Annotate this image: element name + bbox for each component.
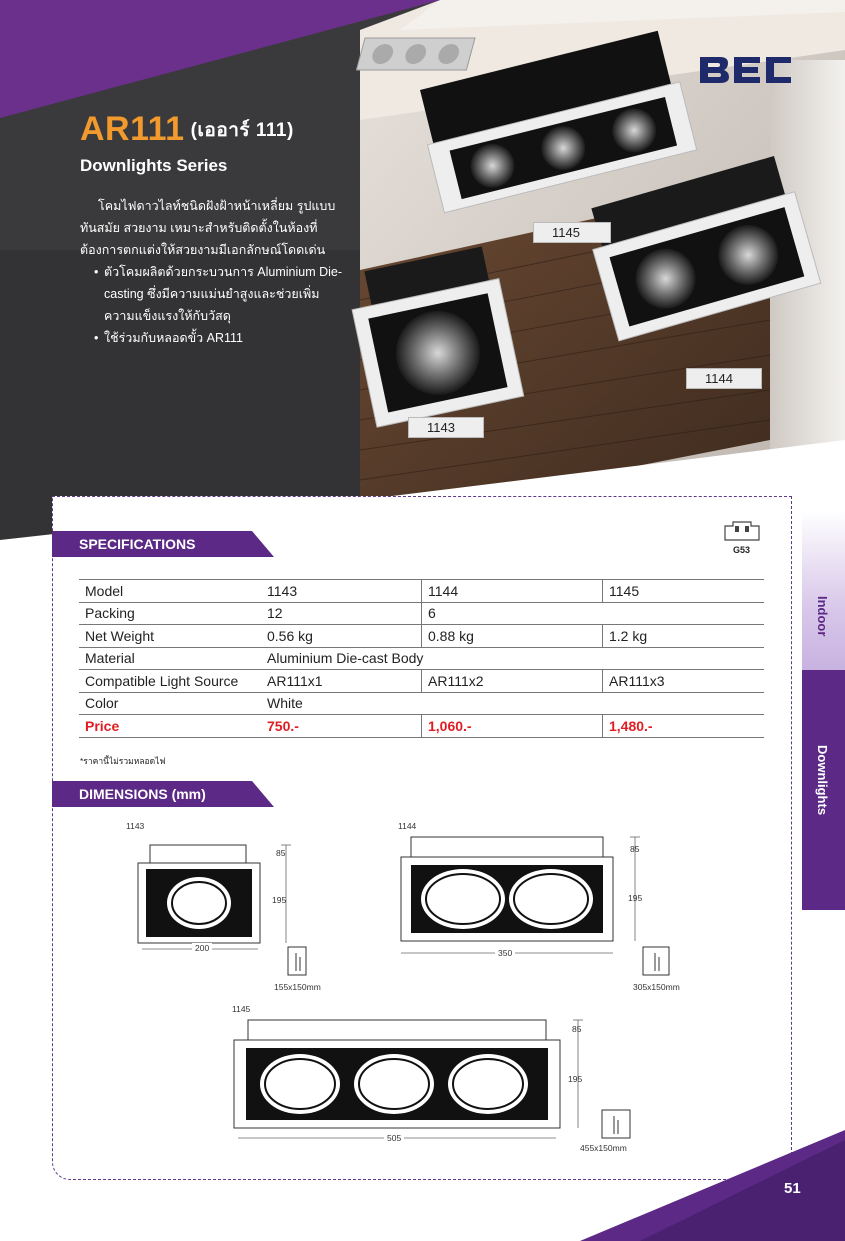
dimensions-heading: DIMENSIONS (mm) bbox=[79, 786, 206, 802]
row-label: Price bbox=[79, 715, 261, 738]
product-title-code: AR111 bbox=[80, 110, 185, 148]
dim-1144-cutout: 305x150mm bbox=[633, 982, 680, 992]
description-text: โคมไฟดาวไลท์ชนิดฝังฝ้าหน้าเหลี่ยม รูปแบบทันสมัย สวยงาม เหมาะสำหรับติดตั้งในห้องที่ต้องการตกแต่งให้สวยงามมีเอกลักษณ์โดดเด่น bbox=[80, 199, 336, 257]
cell-1143: 1143 bbox=[261, 580, 422, 603]
cell-1143: AR111x1 bbox=[261, 670, 422, 693]
cell-all: White bbox=[261, 692, 764, 715]
product-subtitle: Downlights Series bbox=[80, 156, 228, 175]
cell-1145: 1.2 kg bbox=[603, 625, 765, 648]
dim-1143-cutout: 155x150mm bbox=[274, 982, 321, 992]
dim-1145-height: 195 bbox=[568, 1074, 583, 1084]
dim-1143-width: 200 bbox=[192, 943, 212, 953]
cell-1144: 1144 bbox=[422, 580, 603, 603]
cell-1144: 0.88 kg bbox=[422, 625, 603, 648]
table-row-net-weight bbox=[79, 625, 764, 648]
table-row-light-source bbox=[79, 670, 764, 693]
row-label: Model bbox=[79, 580, 261, 603]
g53-socket-icon bbox=[723, 520, 761, 544]
table-row-price bbox=[79, 715, 764, 738]
product-title bbox=[80, 110, 294, 149]
table-row-material bbox=[79, 647, 764, 670]
dim-1144-width: 350 bbox=[495, 948, 515, 958]
page-number: 51 bbox=[784, 1180, 801, 1197]
side-tab-downlights[interactable] bbox=[802, 670, 845, 910]
cell-1144: AR111x2 bbox=[422, 670, 603, 693]
dim-1144-depth: 85 bbox=[630, 844, 640, 854]
row-label: Color bbox=[79, 692, 261, 715]
specifications-heading: SPECIFICATIONS bbox=[79, 536, 196, 552]
table-row-color bbox=[79, 692, 764, 715]
feature-item: • ตัวโคมผลิตด้วยกระบวนการ Aluminium Die-casting ซึ่งมีความแม่นยำสูงและช่วยเพิ่มความแข็งแรงให้กับวัสดุ bbox=[104, 261, 345, 327]
dim-model-1145: 1145 bbox=[232, 1004, 251, 1014]
dim-1145-depth: 85 bbox=[572, 1024, 582, 1034]
row-label: Packing bbox=[79, 602, 261, 625]
dim-1143-depth: 85 bbox=[276, 848, 286, 858]
photo-label-1144: 1144 bbox=[686, 368, 762, 389]
side-tab-indoor-label: Indoor bbox=[815, 596, 830, 637]
dim-1145-cutout: 455x150mm bbox=[580, 1143, 627, 1153]
row-label: Material bbox=[79, 647, 261, 670]
cell-1143: 0.56 kg bbox=[261, 625, 422, 648]
row-label: Net Weight bbox=[79, 625, 261, 648]
dim-1145-width: 505 bbox=[384, 1133, 404, 1143]
hero-banner bbox=[0, 0, 845, 560]
drawing-1144 bbox=[395, 835, 680, 995]
cell-1144-1145: 6 bbox=[422, 602, 765, 625]
g53-socket-label: G53 bbox=[733, 545, 751, 555]
cell-1143: 12 bbox=[261, 602, 422, 625]
photo-label-1145: 1145 bbox=[533, 222, 611, 243]
price-1145: 1,480.- bbox=[603, 715, 765, 738]
cell-1145: 1145 bbox=[603, 580, 765, 603]
cell-1145: AR111x3 bbox=[603, 670, 765, 693]
side-tab-downlights-label: Downlights bbox=[815, 745, 830, 816]
bec-logo bbox=[698, 55, 793, 85]
feature-item: • ใช้ร่วมกับหลอดขั้ว AR111 bbox=[104, 327, 345, 349]
price-1143: 750.- bbox=[261, 715, 422, 738]
dim-model-1143: 1143 bbox=[126, 821, 145, 831]
feature-list bbox=[80, 261, 345, 349]
drawing-1143 bbox=[130, 835, 310, 995]
photo-label-1143: 1143 bbox=[408, 417, 484, 438]
side-tab-indoor[interactable] bbox=[802, 510, 845, 670]
dim-1144-height: 195 bbox=[628, 893, 643, 903]
specifications-table bbox=[79, 579, 764, 738]
product-description bbox=[80, 195, 345, 349]
dim-model-1144: 1144 bbox=[398, 821, 417, 831]
footer-wedge bbox=[580, 1130, 845, 1241]
cell-all: Aluminium Die-cast Body bbox=[261, 647, 764, 670]
row-label: Compatible Light Source bbox=[79, 670, 261, 693]
price-note: *ราคานี้ไม่รวมหลอดไฟ bbox=[80, 756, 166, 766]
table-row-packing bbox=[79, 602, 764, 625]
price-1144: 1,060.- bbox=[422, 715, 603, 738]
dim-1143-height: 195 bbox=[272, 895, 287, 905]
product-title-thai: (เออาร์ 111) bbox=[190, 120, 294, 141]
table-row-model bbox=[79, 580, 764, 603]
